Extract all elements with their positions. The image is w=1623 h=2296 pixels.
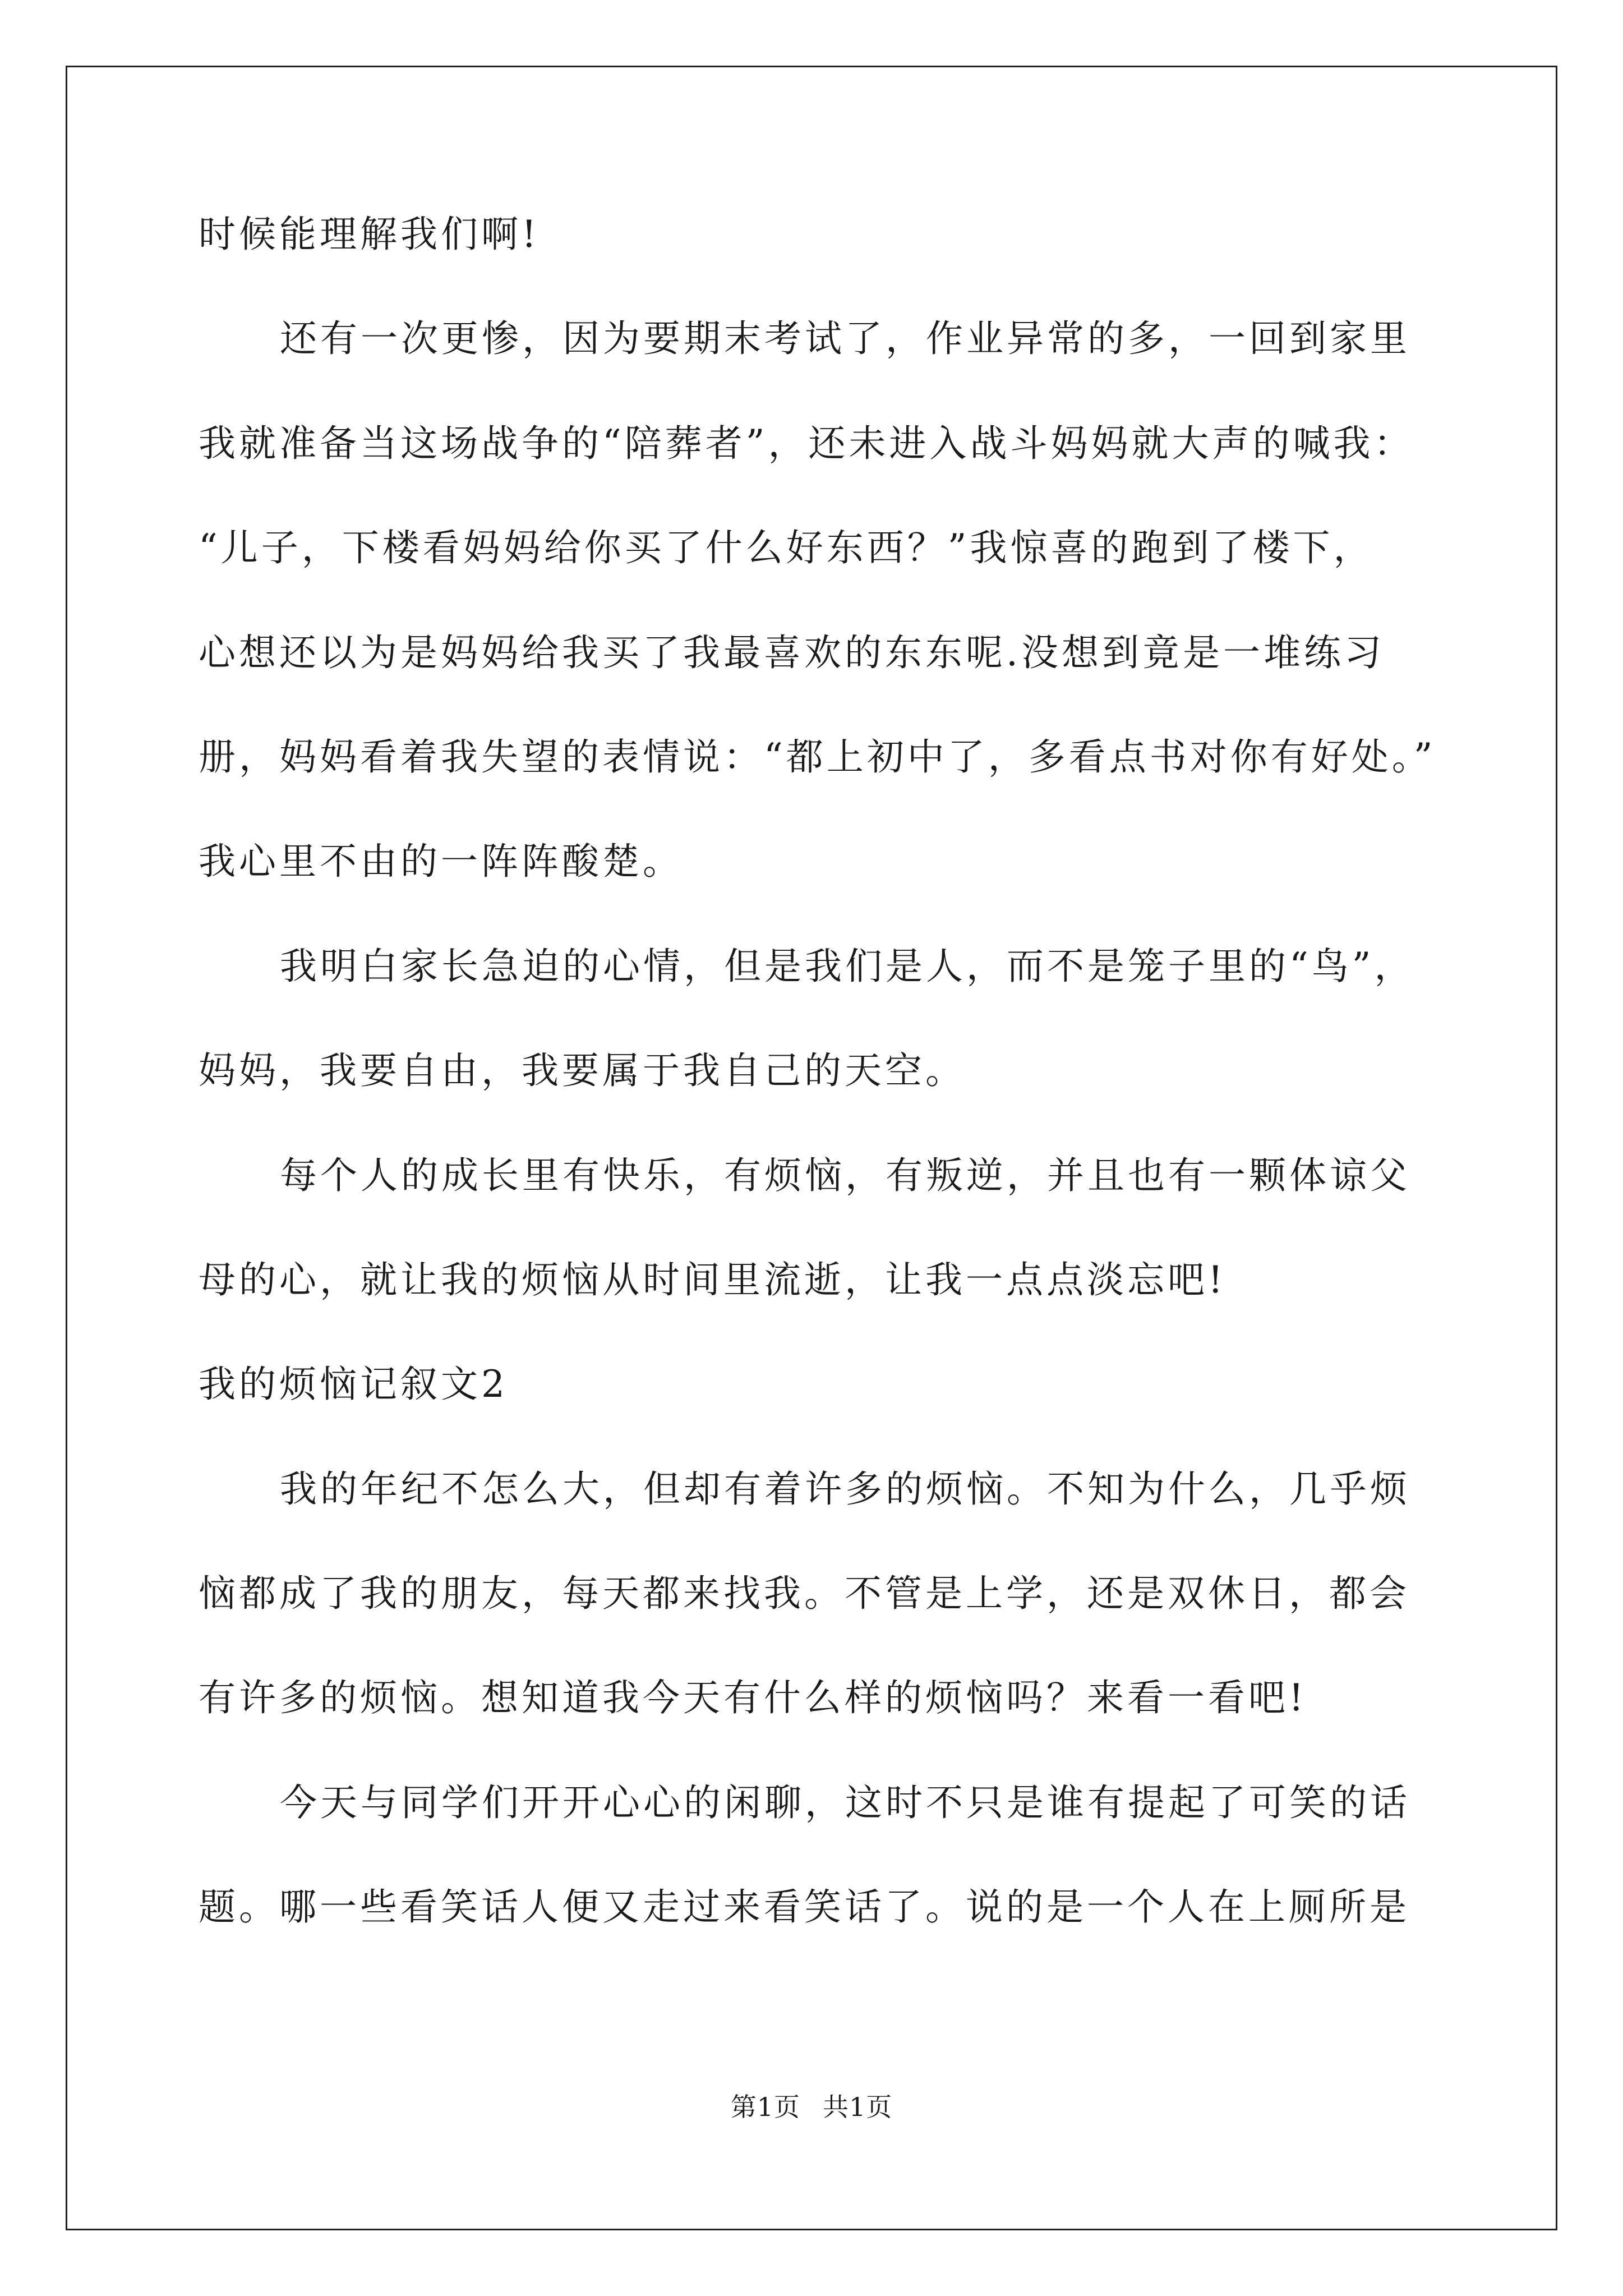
text-line: 还有一次更惨，因为要期末考试了，作业异常的多，一回到家里 — [280, 317, 1410, 361]
page-footer — [0, 2087, 1623, 2124]
text-line: 题。哪一些看笑话人便又走过来看笑话了。说的是一个人在上厕所是 — [199, 1885, 1410, 1929]
text-line: 我明白家长急迫的心情，但是我们是人，而不是笼子里的“鸟”， — [280, 944, 1415, 988]
document-body — [199, 206, 1449, 1984]
page-number: 第1页 — [730, 2092, 800, 2122]
text-line: 有许多的烦恼。想知道我今天有什么样的烦恼吗？来看一看吧! — [199, 1676, 1307, 1720]
total-pages: 共1页 — [823, 2092, 893, 2122]
text-line: 妈妈，我要自由，我要属于我自己的天空。 — [199, 1049, 966, 1093]
text-line: 册，妈妈看着我失望的表情说：“都上初中了，多看点书对你有好处。” — [199, 735, 1436, 779]
text-line: 母的心，就让我的烦恼从时间里流逝，让我一点点淡忘吧! — [199, 1258, 1227, 1301]
text-line: 每个人的成长里有快乐，有烦恼，有叛逆，并且也有一颗体谅父 — [280, 1153, 1410, 1197]
text-line: 我心里不由的一阵阵酸楚。 — [199, 840, 683, 884]
text-line: 今天与同学们开开心心的闲聊，这时不只是谁有提起了可笑的话 — [280, 1780, 1410, 1824]
text-line: 时候能理解我们啊! — [199, 213, 540, 256]
text-line: 我就准备当这场战争的“陪葬者”，还未进入战斗妈妈就大声的喊我： — [199, 421, 1414, 465]
text-line: 心想还以为是妈妈给我买了我最喜欢的东东呢.没想到竟是一堆练习 — [199, 631, 1385, 674]
text-line: “儿子，下楼看妈妈给你买了什么好东西？”我惊喜的跑到了楼下， — [199, 526, 1374, 570]
text-line: 我的年纪不怎么大，但却有着许多的烦恼。不知为什么，几乎烦 — [280, 1467, 1410, 1511]
text-line: 恼都成了我的朋友，每天都来找我。不管是上学，还是双休日，都会 — [199, 1572, 1410, 1616]
text-line: 我的烦恼记叙文2 — [199, 1363, 508, 1406]
